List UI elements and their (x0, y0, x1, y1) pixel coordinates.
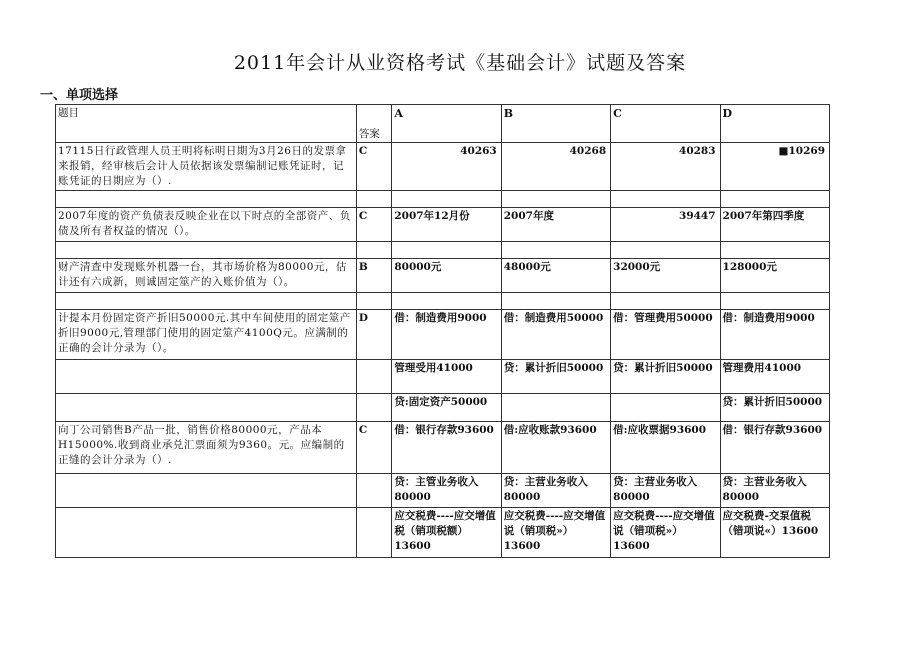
table-row (56, 259, 830, 293)
option-a: 2007年12月份 (392, 208, 501, 242)
option-a: 借：制造费用9000 (392, 310, 501, 360)
header-b: B (501, 105, 610, 143)
option-a: 管理受用41000 (392, 360, 501, 394)
table-row (56, 143, 830, 191)
question-text: 财产清查中发现账外机器一台，其市场价格为80000元，估计还有六成新，则诚固定筮产的入账价值为（）。 (56, 259, 357, 293)
header-c: C (611, 105, 720, 143)
answer-cell: B (356, 259, 391, 293)
table-row (56, 508, 830, 558)
option-c (611, 394, 720, 422)
option-d: 应交税费-交泵值税（错项说«）13600 (720, 508, 829, 558)
answer-cell: C (356, 208, 391, 242)
spacer-row (56, 293, 830, 310)
table-row (56, 474, 830, 508)
option-b: 贷：累计折旧50000 (501, 360, 610, 394)
spacer-row (56, 191, 830, 208)
option-b (501, 394, 610, 422)
header-answer: 答案 (356, 105, 391, 143)
table-row (56, 310, 830, 360)
table-row (56, 208, 830, 242)
question-text: 17115日行政管理人员王明将标明日期为3月26日的发票拿来报销，经审核后会计人员依据该发票编制记账凭证时，记账凭证的日期应为（）. (56, 143, 357, 191)
option-d: 借：银行存款93600 (720, 422, 829, 474)
section-heading: 一、单项选择 (40, 88, 119, 103)
option-a: 应交税费----应交增值税（销项税额）13600 (392, 508, 501, 558)
option-b: 2007年度 (501, 208, 610, 242)
table-row (56, 394, 830, 422)
option-b: 应交税费----应交增值说（销项税»）13600 (501, 508, 610, 558)
header-d: D (720, 105, 829, 143)
option-c: 借:应收票据93600 (611, 422, 720, 474)
question-table (55, 104, 830, 558)
option-b: 借:应收账款93600 (501, 422, 610, 474)
option-b: 48000元 (501, 259, 610, 293)
header-a: A (392, 105, 501, 143)
answer-cell: C (356, 422, 391, 474)
option-a: 贷：主管业务收入80000 (392, 474, 501, 508)
option-c: 40283 (611, 143, 720, 191)
question-text: 2007年度的资产负债表反映企业在以下时点的全部资产、负债及所有者权益的情况（）。 (56, 208, 357, 242)
table-row (56, 360, 830, 394)
option-c: 贷：累计折旧50000 (611, 360, 720, 394)
table-header-row (56, 105, 830, 143)
option-d: 2007年第四季度 (720, 208, 829, 242)
option-a: 贷:固定资产50000 (392, 394, 501, 422)
table-row (56, 422, 830, 474)
answer-cell: D (356, 310, 391, 360)
header-question: 题目 (56, 105, 357, 143)
page-title: 2011年会计从业资格考试《基础会计》试题及答案 (233, 52, 687, 74)
option-c: 应交税费----应交增值说（错项税»）13600 (611, 508, 720, 558)
spacer-row (56, 242, 830, 259)
option-d: 管理费用41000 (720, 360, 829, 394)
answer-cell: C (356, 143, 391, 191)
option-d: 128000元 (720, 259, 829, 293)
option-a: 40263 (392, 143, 501, 191)
option-b: 借：制造费用50000 (501, 310, 610, 360)
option-c: 贷：主营业务收入80000 (611, 474, 720, 508)
option-d: 借：制造费用9000 (720, 310, 829, 360)
option-c: 借：管理费用50000 (611, 310, 720, 360)
option-c: 32000元 (611, 259, 720, 293)
option-b: 贷：主营业务收入80000 (501, 474, 610, 508)
option-a: 80000元 (392, 259, 501, 293)
option-b: 40268 (501, 143, 610, 191)
option-d: ■10269 (720, 143, 829, 191)
option-c: 39447 (611, 208, 720, 242)
option-d: 贷：累计折旧50000 (720, 394, 829, 422)
question-text: 计提本月份固定资产折旧50000元.其中车间使用的固定筮产折旧9000元,管理部门使用的固定筮产4100Q元。应满制的正确的会计分录为（）。 (56, 310, 357, 360)
option-d: 贷：主营业务收入80000 (720, 474, 829, 508)
option-a: 借：银行存款93600 (392, 422, 501, 474)
question-text: 向丁公司销售B产品一批，销售价格80000元，产品本H15000%.收到商业承兑汇票面须为9360。元。应编制的正缝的会计分录为（）. (56, 422, 357, 474)
